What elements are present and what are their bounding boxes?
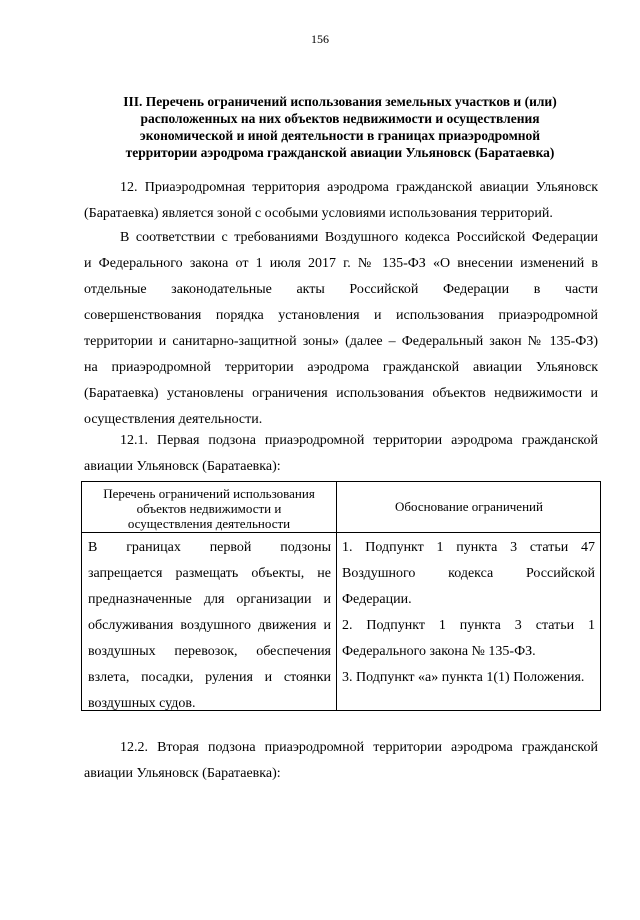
cell-line: воздушных перевозок, обеспечения [88, 644, 331, 659]
heading-line: III. Перечень ограничений использования земельных участков и (или) [123, 94, 557, 109]
paragraph-line: авиации Ульяновск (Баратаевка): [84, 766, 281, 781]
paragraph-line: авиации Ульяновск (Баратаевка): [84, 459, 281, 474]
cell-line: В границах первой подзоны [88, 540, 331, 555]
header-line: объектов недвижимости и [136, 501, 282, 516]
paragraph-line: 12.2. Вторая подзона приаэродромной территории аэродрома гражданской [120, 740, 598, 755]
cell-line: предназначенные для организации и [88, 592, 331, 607]
cell-line: воздушных судов. [88, 696, 196, 711]
cell-line: Федерации. [342, 592, 412, 607]
cell-line: запрещается размещать объекты, не [88, 566, 331, 581]
paragraph-12-2 [84, 735, 598, 787]
paragraph-requirements [84, 225, 598, 433]
paragraph-line: В соответствии с требованиями Воздушного кодекса Российской Федерации [120, 230, 598, 245]
paragraph-line: отдельные законодательные акты Российской Федерации в части [84, 282, 598, 297]
cell-line: 2. Подпункт 1 пункта 3 статьи 1 [342, 618, 595, 633]
heading-line: расположенных на них объектов недвижимости и осуществления [140, 111, 540, 126]
table-column-divider [336, 482, 337, 710]
heading-line: территории аэродрома гражданской авиации Ульяновск (Баратаевка) [125, 145, 555, 160]
page-number: 156 [311, 32, 329, 46]
paragraph-line: совершенствования порядка установления и использования приаэродромной [84, 308, 598, 323]
paragraph-line: 12.1. Первая подзона приаэродромной территории аэродрома гражданской [120, 433, 598, 448]
table-header-restrictions [82, 486, 336, 531]
cell-line: 3. Подпункт «а» пункта 1(1) Положения. [342, 670, 585, 685]
restrictions-table [81, 481, 601, 711]
cell-line: 1. Подпункт 1 пункта 3 статьи 47 [342, 540, 595, 555]
paragraph-12 [84, 175, 598, 227]
paragraph-line: осуществления деятельности. [84, 412, 263, 427]
paragraph-line: 12. Приаэродромная территория аэродрома гражданской авиации Ульяновск [120, 180, 598, 195]
paragraph-line: (Баратаевка) является зоной с особыми условиями использования территорий. [84, 206, 553, 221]
header-line: Перечень ограничений использования [103, 486, 315, 501]
header-line: осуществления деятельности [127, 516, 291, 531]
cell-line: Федерального закона № 135-ФЗ. [342, 644, 536, 659]
cell-line: Воздушного кодекса Российской [342, 566, 595, 581]
cell-line: взлета, посадки, руления и стоянки [88, 670, 331, 685]
table-cell-basis [342, 535, 595, 691]
cell-line: обслуживания воздушного движения и [88, 618, 331, 633]
paragraph-line: на приаэродромной территории аэродрома гражданской авиации Ульяновск [84, 360, 598, 375]
paragraph-line: (Баратаевка) установлены ограничения использования объектов недвижимости и [84, 386, 598, 401]
paragraph-line: и Федерального закона от 1 июля 2017 г. № 135-ФЗ «О внесении изменений в [84, 256, 598, 271]
table-cell-restrictions [88, 535, 331, 717]
table-header-divider [82, 532, 600, 533]
paragraph-line: территории и санитарно-защитной зоны» (далее – Федеральный закон № 135-ФЗ) [84, 334, 598, 349]
heading-line: экономической и иной деятельности в границах приаэродромной [139, 128, 541, 143]
paragraph-12-1 [84, 428, 598, 480]
table-header-basis: Обоснование ограничений [395, 499, 543, 514]
section-heading [82, 93, 598, 161]
